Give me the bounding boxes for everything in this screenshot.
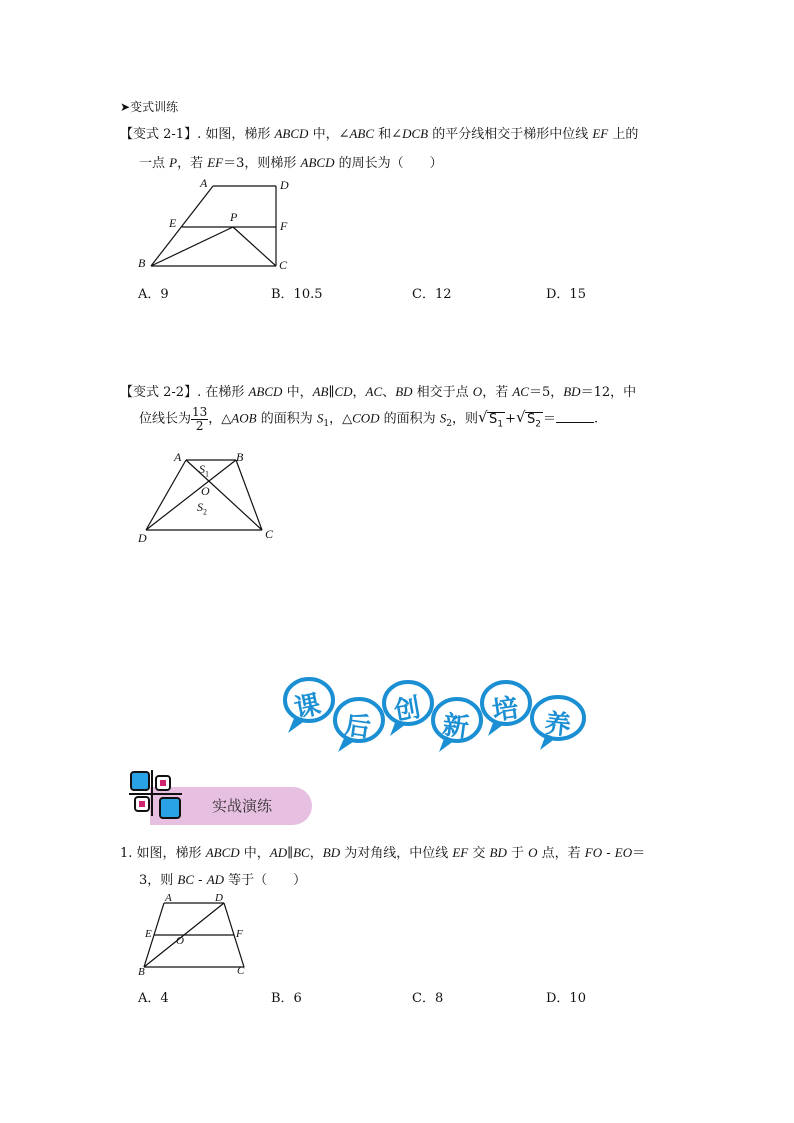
text: AD∥BC <box>269 845 310 860</box>
text: 3，则 <box>139 873 178 888</box>
text: + <box>505 411 516 427</box>
text: COD <box>352 410 380 426</box>
q21-option-b[interactable]: B．10.5 <box>271 287 323 302</box>
banner-char-1: 课 <box>291 689 324 725</box>
q21-tag: 【变式 2-1】 <box>120 127 198 142</box>
text: 为对角线，中位线 <box>340 846 453 861</box>
text: 一点 <box>139 156 170 171</box>
text: 中， <box>282 385 313 400</box>
arrow-bullet-icon: ➤ <box>120 100 131 114</box>
text: ， <box>352 385 366 400</box>
label-C: C <box>265 527 274 541</box>
label-B: B <box>138 256 146 270</box>
text: 1 <box>497 419 504 430</box>
text: BD <box>489 845 507 860</box>
text: 的面积为 <box>379 411 440 427</box>
text: S <box>526 411 536 427</box>
banner-char-5: 培 <box>490 693 521 727</box>
text: 的面积为 <box>256 411 317 427</box>
text: ＝ <box>542 411 556 427</box>
text: AC <box>512 384 529 399</box>
label-O: O <box>201 484 210 498</box>
text: ABCD <box>248 384 283 399</box>
label-D: D <box>138 531 147 545</box>
label-F: F <box>280 219 288 233</box>
text: 中， <box>239 846 270 861</box>
text: . 如图，梯形 <box>128 846 206 861</box>
text: 等于（ ） <box>224 873 307 888</box>
label-S2: $S_2$ <box>197 500 207 517</box>
frac-numerator: 13 <box>192 405 208 419</box>
text: AC <box>365 384 383 399</box>
label-B: B <box>236 450 244 464</box>
practice-tab-title[interactable]: 实战演练 <box>212 797 273 815</box>
text: . 如图，梯形 <box>197 127 275 142</box>
q21-option-a[interactable]: A．9 <box>138 287 169 302</box>
text: FO <box>584 845 603 860</box>
q1-number: 1 <box>120 846 129 861</box>
q22-tag: 【变式 2-2】 <box>120 385 198 400</box>
text: ABCD <box>274 126 309 141</box>
label-F: F <box>236 928 243 940</box>
text: O <box>472 384 483 399</box>
text: - <box>194 873 207 888</box>
text: BD <box>322 845 341 860</box>
text: 、 <box>382 385 396 400</box>
text: AB∥CD <box>312 384 353 399</box>
text: P <box>169 155 178 170</box>
label-S1: $S_1$ <box>199 462 209 479</box>
q21-option-d[interactable]: D．15 <box>546 287 586 302</box>
text: ABCD <box>205 845 240 860</box>
banner-char-4: 新 <box>440 710 471 744</box>
banner-char-2: 后 <box>342 710 373 744</box>
text: 于 <box>506 846 529 861</box>
text: 交 <box>468 846 490 861</box>
q21-option-c[interactable]: C．12 <box>412 287 452 302</box>
label-P: P <box>230 210 238 224</box>
text: . 在梯形 <box>197 385 249 400</box>
text: 点，若 <box>537 846 585 861</box>
text: ＝5， <box>528 385 564 400</box>
label-A: A <box>174 450 182 464</box>
text: . <box>593 411 599 427</box>
text: 位线长为 <box>139 411 192 427</box>
text: ABC <box>349 126 375 141</box>
q1-option-b[interactable]: B．6 <box>271 991 302 1006</box>
text: 的周长为（ ） <box>334 156 443 171</box>
text: ＝3，则梯形 <box>223 156 301 171</box>
text: ＝ <box>632 846 646 861</box>
text: 和∠ <box>374 127 403 142</box>
label-C: C <box>279 258 288 272</box>
text: DCB <box>402 126 429 141</box>
text: S <box>316 410 324 426</box>
text: EF <box>452 845 469 860</box>
label-E: E <box>145 928 152 940</box>
text: ，△ <box>329 411 353 427</box>
text: 的平分线相交于梯形中位线 <box>428 127 593 142</box>
text: BD <box>395 384 413 399</box>
q1-option-c[interactable]: C．8 <box>412 991 444 1006</box>
text: EO <box>614 845 633 860</box>
text: BD <box>563 384 581 399</box>
text: ，若 <box>482 385 513 400</box>
label-E: E <box>169 216 177 230</box>
text: 上的 <box>608 127 639 142</box>
text: - <box>602 846 615 861</box>
text: ，△ <box>208 411 232 427</box>
text: 1 <box>323 419 330 430</box>
text: 2 <box>535 419 541 430</box>
text: AOB <box>231 410 257 426</box>
label-A: A <box>200 176 208 190</box>
label-A: A <box>165 892 172 904</box>
text: O <box>528 845 538 860</box>
section-title: 变式训练 <box>130 100 179 114</box>
text: ，则 <box>452 411 479 427</box>
text: ，若 <box>177 156 208 171</box>
banner-char-3: 创 <box>392 692 423 727</box>
label-D: D <box>215 892 223 904</box>
text: ， <box>309 846 323 861</box>
banner-char-6: 养 <box>543 708 573 742</box>
text: 2 <box>446 419 453 430</box>
label-O: O <box>176 935 184 947</box>
label-C: C <box>237 965 245 977</box>
text: AD <box>206 872 225 887</box>
text: ＝12，中 <box>580 385 637 400</box>
text: ABCD <box>300 155 335 170</box>
frac-denominator: 2 <box>195 418 204 433</box>
text: S <box>439 410 447 426</box>
label-B: B <box>138 966 145 978</box>
text: BC <box>177 872 195 887</box>
text: EF <box>592 126 609 141</box>
label-D: D <box>280 178 289 192</box>
text: S <box>489 411 498 427</box>
q1-option-a[interactable]: A．4 <box>138 991 169 1006</box>
text: EF <box>207 155 224 170</box>
q1-option-d[interactable]: D．10 <box>546 991 586 1006</box>
text: 中，∠ <box>308 127 350 142</box>
text: 相交于点 <box>412 385 473 400</box>
